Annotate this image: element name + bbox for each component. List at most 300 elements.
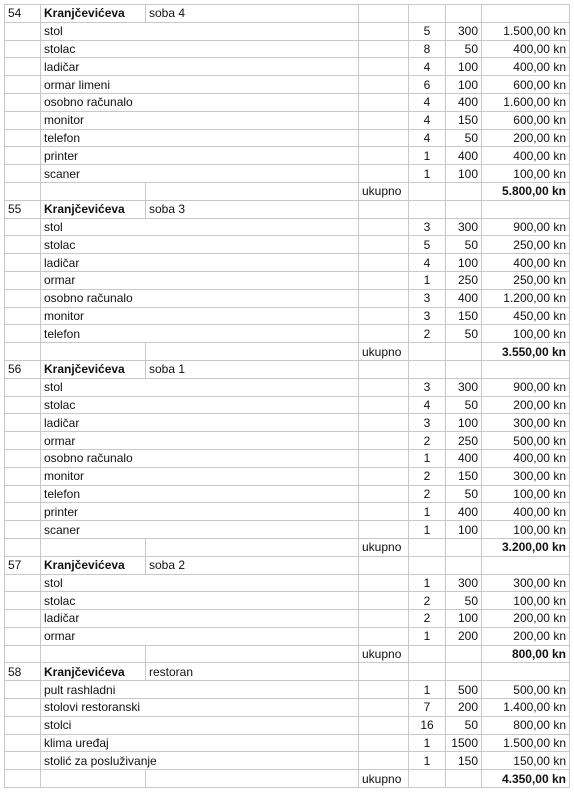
empty-cell[interactable] <box>359 218 409 236</box>
item-amount[interactable]: 300,00 kn <box>482 467 570 485</box>
empty-cell[interactable] <box>5 218 41 236</box>
empty-cell[interactable] <box>5 254 41 272</box>
item-quantity[interactable]: 3 <box>409 289 446 307</box>
item-name[interactable]: telefon <box>41 325 359 343</box>
empty-cell[interactable] <box>359 307 409 325</box>
item-name[interactable]: stolac <box>41 40 359 58</box>
item-amount[interactable]: 100,00 kn <box>482 485 570 503</box>
item-name[interactable]: monitor <box>41 307 359 325</box>
empty-cell[interactable] <box>5 645 41 663</box>
empty-cell[interactable] <box>146 538 359 556</box>
item-amount[interactable]: 500,00 kn <box>482 681 570 699</box>
item-row <box>5 271 570 289</box>
item-amount[interactable]: 400,00 kn <box>482 449 570 467</box>
item-price[interactable]: 100 <box>446 76 482 94</box>
empty-cell[interactable] <box>5 111 41 129</box>
empty-cell[interactable] <box>41 182 146 200</box>
empty-cell[interactable] <box>5 76 41 94</box>
item-row <box>5 58 570 76</box>
empty-cell[interactable] <box>359 129 409 147</box>
item-quantity[interactable]: 1 <box>409 574 446 592</box>
item-name[interactable]: klima uređaj <box>41 734 359 752</box>
empty-cell[interactable] <box>359 503 409 521</box>
empty-cell[interactable] <box>41 770 146 788</box>
section-total-row <box>5 538 570 556</box>
empty-cell[interactable] <box>359 254 409 272</box>
item-price[interactable]: 400 <box>446 147 482 165</box>
item-quantity[interactable]: 3 <box>409 307 446 325</box>
empty-cell[interactable] <box>409 645 446 663</box>
item-price[interactable]: 300 <box>446 218 482 236</box>
item-price[interactable]: 50 <box>446 40 482 58</box>
item-amount[interactable]: 1.500,00 kn <box>482 22 570 40</box>
empty-cell[interactable] <box>359 556 409 574</box>
item-name[interactable]: stol <box>41 22 359 40</box>
item-quantity[interactable]: 1 <box>409 681 446 699</box>
street-name[interactable]: Kranjčevićeva <box>41 360 146 378</box>
item-row <box>5 236 570 254</box>
empty-cell[interactable] <box>446 182 482 200</box>
item-quantity[interactable]: 5 <box>409 236 446 254</box>
item-price[interactable]: 100 <box>446 610 482 628</box>
empty-cell[interactable] <box>5 432 41 450</box>
item-price[interactable]: 200 <box>446 627 482 645</box>
item-amount[interactable]: 400,00 kn <box>482 58 570 76</box>
empty-cell[interactable] <box>482 663 570 681</box>
item-quantity[interactable]: 4 <box>409 93 446 111</box>
empty-cell[interactable] <box>359 40 409 58</box>
item-quantity[interactable]: 3 <box>409 378 446 396</box>
street-name[interactable]: Kranjčevićeva <box>41 556 146 574</box>
total-label[interactable]: ukupno <box>359 343 409 361</box>
empty-cell[interactable] <box>409 770 446 788</box>
section-header-row <box>5 5 570 23</box>
room-name[interactable]: soba 3 <box>146 200 359 218</box>
item-quantity[interactable]: 1 <box>409 521 446 539</box>
item-price[interactable]: 300 <box>446 574 482 592</box>
item-amount[interactable]: 300,00 kn <box>482 414 570 432</box>
empty-cell[interactable] <box>5 93 41 111</box>
item-name[interactable]: telefon <box>41 485 359 503</box>
empty-cell[interactable] <box>5 521 41 539</box>
item-amount[interactable]: 200,00 kn <box>482 396 570 414</box>
item-name[interactable]: stolac <box>41 236 359 254</box>
section-number[interactable]: 58 <box>5 663 41 681</box>
item-row <box>5 396 570 414</box>
item-name[interactable]: telefon <box>41 129 359 147</box>
empty-cell[interactable] <box>359 681 409 699</box>
item-name[interactable]: stol <box>41 574 359 592</box>
empty-cell[interactable] <box>409 556 446 574</box>
empty-cell[interactable] <box>359 414 409 432</box>
empty-cell[interactable] <box>482 360 570 378</box>
empty-cell[interactable] <box>359 58 409 76</box>
item-amount[interactable]: 1.600,00 kn <box>482 93 570 111</box>
empty-cell[interactable] <box>5 503 41 521</box>
empty-cell[interactable] <box>359 396 409 414</box>
empty-cell[interactable] <box>409 182 446 200</box>
section-number[interactable]: 55 <box>5 200 41 218</box>
empty-cell[interactable] <box>446 200 482 218</box>
item-quantity[interactable]: 4 <box>409 58 446 76</box>
section-total[interactable]: 5.800,00 kn <box>482 182 570 200</box>
item-price[interactable]: 150 <box>446 111 482 129</box>
total-label[interactable]: ukupno <box>359 645 409 663</box>
item-amount[interactable]: 100,00 kn <box>482 325 570 343</box>
item-price[interactable]: 150 <box>446 307 482 325</box>
empty-cell[interactable] <box>146 182 359 200</box>
empty-cell[interactable] <box>41 343 146 361</box>
empty-cell[interactable] <box>359 663 409 681</box>
street-name[interactable]: Kranjčevićeva <box>41 5 146 23</box>
empty-cell[interactable] <box>446 556 482 574</box>
empty-cell[interactable] <box>5 770 41 788</box>
empty-cell[interactable] <box>482 556 570 574</box>
item-name[interactable]: osobno računalo <box>41 93 359 111</box>
empty-cell[interactable] <box>359 574 409 592</box>
empty-cell[interactable] <box>359 147 409 165</box>
empty-cell[interactable] <box>5 271 41 289</box>
empty-cell[interactable] <box>446 770 482 788</box>
section-total-row <box>5 182 570 200</box>
item-quantity[interactable]: 1 <box>409 752 446 770</box>
item-amount[interactable]: 400,00 kn <box>482 503 570 521</box>
empty-cell[interactable] <box>5 165 41 183</box>
section-total[interactable]: 800,00 kn <box>482 645 570 663</box>
empty-cell[interactable] <box>409 538 446 556</box>
empty-cell[interactable] <box>446 343 482 361</box>
item-amount[interactable]: 200,00 kn <box>482 129 570 147</box>
item-name[interactable]: scaner <box>41 165 359 183</box>
item-price[interactable]: 100 <box>446 414 482 432</box>
room-name[interactable]: restoran <box>146 663 359 681</box>
empty-cell[interactable] <box>359 610 409 628</box>
empty-cell[interactable] <box>5 592 41 610</box>
item-price[interactable]: 300 <box>446 22 482 40</box>
total-label[interactable]: ukupno <box>359 770 409 788</box>
item-quantity[interactable]: 2 <box>409 485 446 503</box>
empty-cell[interactable] <box>359 432 409 450</box>
empty-cell[interactable] <box>5 681 41 699</box>
empty-cell[interactable] <box>5 734 41 752</box>
item-amount[interactable]: 250,00 kn <box>482 236 570 254</box>
empty-cell[interactable] <box>359 289 409 307</box>
empty-cell[interactable] <box>409 663 446 681</box>
empty-cell[interactable] <box>359 467 409 485</box>
item-amount[interactable]: 900,00 kn <box>482 218 570 236</box>
empty-cell[interactable] <box>5 236 41 254</box>
empty-cell[interactable] <box>359 360 409 378</box>
item-row <box>5 592 570 610</box>
empty-cell[interactable] <box>359 627 409 645</box>
item-name[interactable]: stolci <box>41 716 359 734</box>
item-price[interactable]: 100 <box>446 58 482 76</box>
item-quantity[interactable]: 2 <box>409 325 446 343</box>
empty-cell[interactable] <box>409 343 446 361</box>
empty-cell[interactable] <box>146 645 359 663</box>
empty-cell[interactable] <box>5 378 41 396</box>
item-price[interactable]: 50 <box>446 485 482 503</box>
section-total-row <box>5 343 570 361</box>
item-name[interactable]: scaner <box>41 521 359 539</box>
empty-cell[interactable] <box>359 378 409 396</box>
empty-cell[interactable] <box>359 236 409 254</box>
item-amount[interactable]: 100,00 kn <box>482 165 570 183</box>
item-name[interactable]: stolovi restoranski <box>41 699 359 717</box>
empty-cell[interactable] <box>41 538 146 556</box>
empty-cell[interactable] <box>5 307 41 325</box>
item-amount[interactable]: 400,00 kn <box>482 40 570 58</box>
section-number[interactable]: 56 <box>5 360 41 378</box>
item-amount[interactable]: 450,00 kn <box>482 307 570 325</box>
empty-cell[interactable] <box>5 574 41 592</box>
item-quantity[interactable]: 1 <box>409 734 446 752</box>
empty-cell[interactable] <box>5 396 41 414</box>
empty-cell[interactable] <box>5 716 41 734</box>
empty-cell[interactable] <box>359 449 409 467</box>
item-row <box>5 574 570 592</box>
item-row <box>5 289 570 307</box>
room-name[interactable]: soba 2 <box>146 556 359 574</box>
item-name[interactable]: stolac <box>41 592 359 610</box>
empty-cell[interactable] <box>5 40 41 58</box>
empty-cell[interactable] <box>5 22 41 40</box>
item-quantity[interactable]: 1 <box>409 503 446 521</box>
section-total-row <box>5 645 570 663</box>
item-name[interactable]: printer <box>41 503 359 521</box>
item-row <box>5 378 570 396</box>
empty-cell[interactable] <box>5 129 41 147</box>
empty-cell[interactable] <box>359 111 409 129</box>
item-price[interactable]: 400 <box>446 503 482 521</box>
item-amount[interactable]: 1.400,00 kn <box>482 699 570 717</box>
item-amount[interactable]: 150,00 kn <box>482 752 570 770</box>
empty-cell[interactable] <box>446 645 482 663</box>
empty-cell[interactable] <box>409 5 446 23</box>
item-quantity[interactable]: 2 <box>409 432 446 450</box>
empty-cell[interactable] <box>359 325 409 343</box>
street-name[interactable]: Kranjčevićeva <box>41 663 146 681</box>
item-price[interactable]: 100 <box>446 521 482 539</box>
empty-cell[interactable] <box>5 325 41 343</box>
item-name[interactable]: ormar <box>41 627 359 645</box>
item-quantity[interactable]: 7 <box>409 699 446 717</box>
item-row <box>5 467 570 485</box>
item-quantity[interactable]: 8 <box>409 40 446 58</box>
item-quantity[interactable]: 4 <box>409 396 446 414</box>
item-name[interactable]: monitor <box>41 111 359 129</box>
empty-cell[interactable] <box>359 592 409 610</box>
item-row <box>5 699 570 717</box>
item-row <box>5 485 570 503</box>
room-name[interactable]: soba 4 <box>146 5 359 23</box>
empty-cell[interactable] <box>5 58 41 76</box>
empty-cell[interactable] <box>482 200 570 218</box>
empty-cell[interactable] <box>446 663 482 681</box>
section-total[interactable]: 3.200,00 kn <box>482 538 570 556</box>
item-quantity[interactable]: 2 <box>409 610 446 628</box>
item-quantity[interactable]: 3 <box>409 414 446 432</box>
item-price[interactable]: 300 <box>446 378 482 396</box>
item-amount[interactable]: 1.200,00 kn <box>482 289 570 307</box>
item-quantity[interactable]: 1 <box>409 165 446 183</box>
empty-cell[interactable] <box>409 200 446 218</box>
item-price[interactable]: 400 <box>446 289 482 307</box>
item-quantity[interactable]: 1 <box>409 271 446 289</box>
item-name[interactable]: stol <box>41 218 359 236</box>
item-price[interactable]: 50 <box>446 129 482 147</box>
empty-cell[interactable] <box>446 360 482 378</box>
item-price[interactable]: 50 <box>446 592 482 610</box>
item-amount[interactable]: 900,00 kn <box>482 378 570 396</box>
section-number[interactable]: 57 <box>5 556 41 574</box>
room-name[interactable]: soba 1 <box>146 360 359 378</box>
empty-cell[interactable] <box>359 752 409 770</box>
item-row <box>5 681 570 699</box>
empty-cell[interactable] <box>5 343 41 361</box>
empty-cell[interactable] <box>5 752 41 770</box>
item-name[interactable]: monitor <box>41 467 359 485</box>
item-price[interactable]: 100 <box>446 165 482 183</box>
item-quantity[interactable]: 1 <box>409 147 446 165</box>
item-row <box>5 218 570 236</box>
empty-cell[interactable] <box>359 271 409 289</box>
item-quantity[interactable]: 1 <box>409 627 446 645</box>
empty-cell[interactable] <box>5 449 41 467</box>
empty-cell[interactable] <box>446 5 482 23</box>
empty-cell[interactable] <box>446 538 482 556</box>
item-quantity[interactable]: 4 <box>409 129 446 147</box>
item-amount[interactable]: 200,00 kn <box>482 610 570 628</box>
empty-cell[interactable] <box>5 289 41 307</box>
item-amount[interactable]: 100,00 kn <box>482 592 570 610</box>
empty-cell[interactable] <box>359 485 409 503</box>
empty-cell[interactable] <box>359 22 409 40</box>
item-name[interactable]: ladičar <box>41 254 359 272</box>
item-row <box>5 147 570 165</box>
empty-cell[interactable] <box>409 360 446 378</box>
item-price[interactable]: 50 <box>446 236 482 254</box>
empty-cell[interactable] <box>5 182 41 200</box>
item-quantity[interactable]: 16 <box>409 716 446 734</box>
item-price[interactable]: 150 <box>446 752 482 770</box>
empty-cell[interactable] <box>5 147 41 165</box>
item-amount[interactable]: 1.500,00 kn <box>482 734 570 752</box>
empty-cell[interactable] <box>359 76 409 94</box>
item-price[interactable]: 100 <box>446 254 482 272</box>
item-quantity[interactable]: 2 <box>409 467 446 485</box>
empty-cell[interactable] <box>5 627 41 645</box>
empty-cell[interactable] <box>359 716 409 734</box>
empty-cell[interactable] <box>359 699 409 717</box>
empty-cell[interactable] <box>359 165 409 183</box>
item-name[interactable]: ormar limeni <box>41 76 359 94</box>
item-amount[interactable]: 300,00 kn <box>482 574 570 592</box>
section-total-row <box>5 770 570 788</box>
empty-cell[interactable] <box>5 538 41 556</box>
item-name[interactable]: ormar <box>41 271 359 289</box>
empty-cell[interactable] <box>359 734 409 752</box>
item-amount[interactable]: 250,00 kn <box>482 271 570 289</box>
empty-cell[interactable] <box>5 610 41 628</box>
item-price[interactable]: 50 <box>446 325 482 343</box>
item-price[interactable]: 250 <box>446 271 482 289</box>
section-header-row <box>5 200 570 218</box>
item-amount[interactable]: 600,00 kn <box>482 111 570 129</box>
item-amount[interactable]: 200,00 kn <box>482 627 570 645</box>
section-number[interactable]: 54 <box>5 5 41 23</box>
empty-cell[interactable] <box>5 414 41 432</box>
item-amount[interactable]: 500,00 kn <box>482 432 570 450</box>
item-amount[interactable]: 400,00 kn <box>482 147 570 165</box>
item-price[interactable]: 150 <box>446 467 482 485</box>
empty-cell[interactable] <box>482 5 570 23</box>
item-quantity[interactable]: 2 <box>409 592 446 610</box>
item-name[interactable]: ladičar <box>41 414 359 432</box>
item-quantity[interactable]: 1 <box>409 449 446 467</box>
item-amount[interactable]: 600,00 kn <box>482 76 570 94</box>
item-quantity[interactable]: 4 <box>409 111 446 129</box>
item-amount[interactable]: 800,00 kn <box>482 716 570 734</box>
item-quantity[interactable]: 3 <box>409 218 446 236</box>
empty-cell[interactable] <box>359 521 409 539</box>
item-name[interactable]: stolić za posluživanje <box>41 752 359 770</box>
section-total[interactable]: 3.550,00 kn <box>482 343 570 361</box>
item-quantity[interactable]: 6 <box>409 76 446 94</box>
empty-cell[interactable] <box>5 699 41 717</box>
empty-cell[interactable] <box>146 343 359 361</box>
empty-cell[interactable] <box>146 770 359 788</box>
item-price[interactable]: 1500 <box>446 734 482 752</box>
item-price[interactable]: 400 <box>446 449 482 467</box>
item-row <box>5 40 570 58</box>
item-name[interactable]: stol <box>41 378 359 396</box>
item-price[interactable]: 400 <box>446 93 482 111</box>
item-price[interactable]: 500 <box>446 681 482 699</box>
empty-cell[interactable] <box>359 93 409 111</box>
item-name[interactable]: ladičar <box>41 610 359 628</box>
total-label[interactable]: ukupno <box>359 182 409 200</box>
empty-cell[interactable] <box>5 485 41 503</box>
item-name[interactable]: stolac <box>41 396 359 414</box>
item-row <box>5 76 570 94</box>
item-name[interactable]: osobno računalo <box>41 449 359 467</box>
empty-cell[interactable] <box>5 467 41 485</box>
empty-cell[interactable] <box>359 200 409 218</box>
empty-cell[interactable] <box>359 5 409 23</box>
item-name[interactable]: pult rashladni <box>41 681 359 699</box>
total-label[interactable]: ukupno <box>359 538 409 556</box>
item-row <box>5 129 570 147</box>
item-price[interactable]: 50 <box>446 716 482 734</box>
item-name[interactable]: ladičar <box>41 58 359 76</box>
item-price[interactable]: 250 <box>446 432 482 450</box>
item-amount[interactable]: 100,00 kn <box>482 521 570 539</box>
item-price[interactable]: 200 <box>446 699 482 717</box>
item-name[interactable]: printer <box>41 147 359 165</box>
item-price[interactable]: 50 <box>446 396 482 414</box>
empty-cell[interactable] <box>41 645 146 663</box>
item-quantity[interactable]: 4 <box>409 254 446 272</box>
section-total[interactable]: 4.350,00 kn <box>482 770 570 788</box>
item-name[interactable]: osobno računalo <box>41 289 359 307</box>
item-name[interactable]: ormar <box>41 432 359 450</box>
item-quantity[interactable]: 5 <box>409 22 446 40</box>
inventory-sheet <box>4 4 570 788</box>
street-name[interactable]: Kranjčevićeva <box>41 200 146 218</box>
item-amount[interactable]: 400,00 kn <box>482 254 570 272</box>
section-header-row <box>5 663 570 681</box>
